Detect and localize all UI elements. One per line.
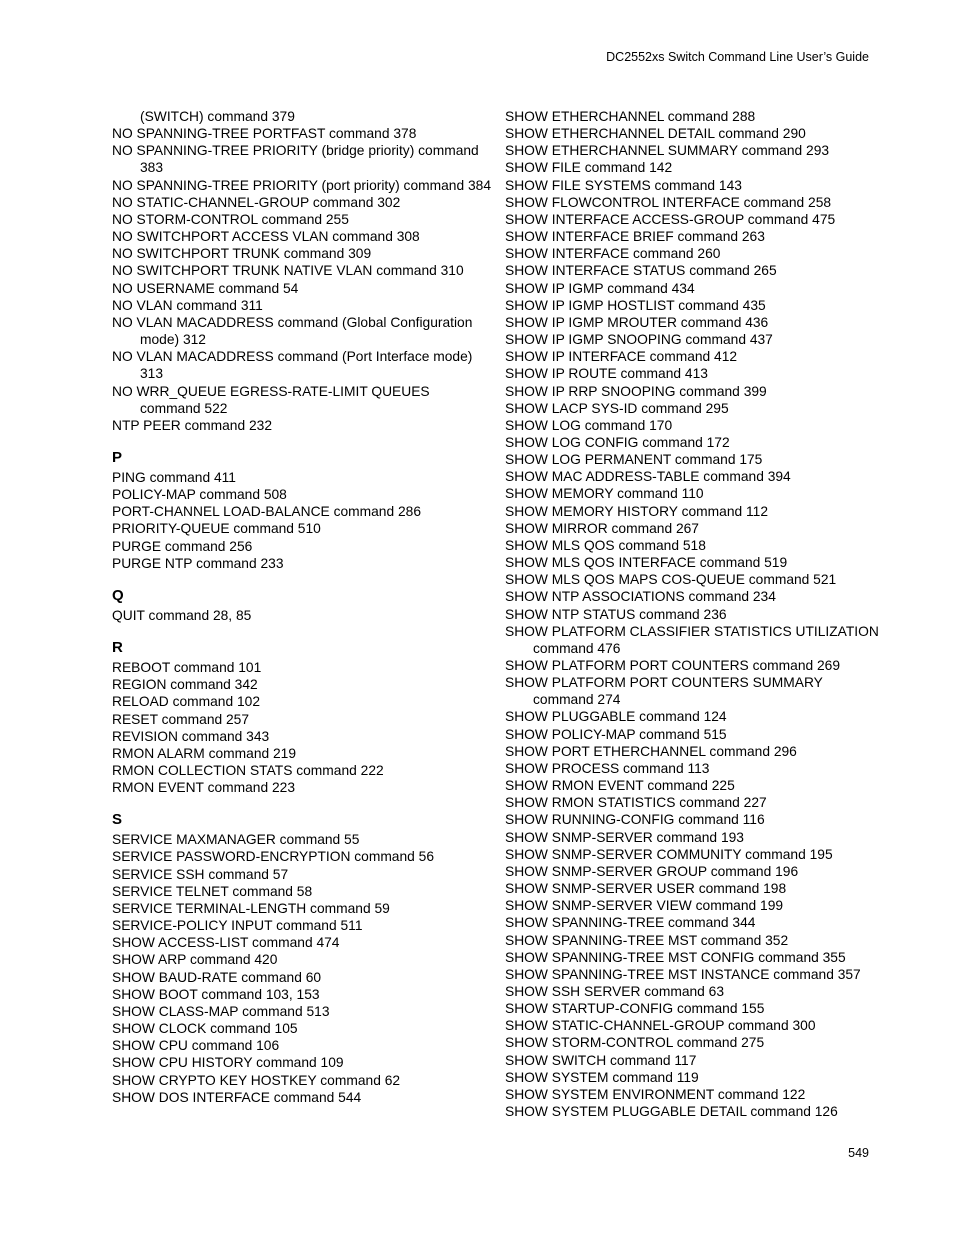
index-entry: RMON EVENT command 223 — [112, 780, 295, 796]
index-entry: SHOW SPANNING-TREE MST INSTANCE command 357 — [505, 966, 861, 982]
index-entry: SERVICE SSH command 57 — [112, 866, 289, 882]
index-entry: SHOW RMON STATISTICS command 227 — [505, 795, 767, 811]
index-entry: SHOW POLICY-MAP command 515 — [505, 726, 727, 742]
index-entry: SHOW BAUD-RATE command 60 — [112, 969, 322, 985]
index-entry: SHOW PORT ETHERCHANNEL command 296 — [505, 743, 797, 759]
index-entry-continuation: (SWITCH) command 379 — [140, 109, 295, 124]
index-entry: NO STORM-CONTROL command 255 — [112, 211, 349, 227]
index-entry: SHOW SNMP-SERVER GROUP command 196 — [505, 863, 799, 879]
running-header: DC2552xs Switch Command Line User’s Guide — [606, 50, 869, 64]
index-entry: SHOW RUNNING-CONFIG command 116 — [505, 812, 765, 828]
index-entry: SHOW SNMP-SERVER command 193 — [505, 829, 744, 845]
index-entry: SHOW MLS QOS INTERFACE command 519 — [505, 555, 788, 571]
index-entry: SERVICE PASSWORD-ENCRYPTION command 56 — [112, 849, 435, 865]
index-entry: QUIT command 28, 85 — [112, 607, 252, 623]
section-letter: P — [112, 448, 123, 466]
index-entry: NO VLAN MACADDRESS command (Global Configuration mode) 312 — [112, 314, 473, 348]
index-entry: SHOW IP INTERFACE command 412 — [505, 349, 738, 365]
index-entry: SHOW CPU command 106 — [112, 1038, 280, 1054]
index-entry: SHOW SWITCH command 117 — [505, 1052, 697, 1068]
index-entry: SHOW IP ROUTE command 413 — [505, 366, 708, 382]
index-entry: SHOW CLASS-MAP command 513 — [112, 1003, 330, 1019]
index-entry: SHOW DOS INTERFACE command 544 — [112, 1089, 362, 1105]
index-entry: NO VLAN command 311 — [112, 297, 263, 313]
index-entry: SHOW RMON EVENT command 225 — [505, 778, 735, 794]
index-entry: RELOAD command 102 — [112, 694, 260, 710]
index-entry: NO VLAN MACADDRESS command (Port Interface mode) 313 — [112, 349, 473, 382]
index-entry: SHOW PLATFORM CLASSIFIER STATISTICS UTILIZATION command 476 — [505, 623, 879, 656]
index-entry: SHOW SYSTEM PLUGGABLE DETAIL command 126 — [505, 1104, 838, 1120]
index-entry: SHOW PROCESS command 113 — [505, 760, 710, 776]
index-column-left — [112, 108, 492, 1106]
index-entry: SHOW MEMORY HISTORY command 112 — [505, 503, 768, 519]
index-entry: SERVICE TERMINAL-LENGTH command 59 — [112, 900, 390, 916]
index-entry: SHOW MLS QOS command 518 — [505, 537, 706, 553]
index-entry: SHOW STATIC-CHANNEL-GROUP command 300 — [505, 1018, 816, 1034]
index-entry: SHOW SNMP-SERVER COMMUNITY command 195 — [505, 846, 833, 862]
index-entry: SHOW PLATFORM PORT COUNTERS SUMMARY command 274 — [505, 675, 823, 708]
index-entry: REBOOT command 101 — [112, 660, 262, 676]
index-entry: NO USERNAME command 54 — [112, 280, 299, 296]
index-entry: SHOW INTERFACE ACCESS-GROUP command 475 — [505, 211, 836, 227]
index-entry: PING command 411 — [112, 469, 236, 485]
index-entry: SHOW MLS QOS MAPS COS-QUEUE command 521 — [505, 572, 837, 588]
index-entry: SHOW IP IGMP MROUTER command 436 — [505, 314, 769, 330]
index-entry: SERVICE TELNET command 58 — [112, 883, 313, 899]
index-entry: SHOW LOG PERMANENT command 175 — [505, 452, 763, 468]
index-entry: SHOW FLOWCONTROL INTERFACE command 258 — [505, 194, 832, 210]
index-entry: SHOW CLOCK command 105 — [112, 1021, 298, 1037]
index-entry: SHOW INTERFACE STATUS command 265 — [505, 263, 777, 279]
index-entry: SHOW STARTUP-CONFIG command 155 — [505, 1001, 765, 1017]
index-entry: SHOW SYSTEM command 119 — [505, 1069, 699, 1085]
index-entry: SHOW BOOT command 103, 153 — [112, 986, 320, 1002]
index-entry: NO SWITCHPORT TRUNK command 309 — [112, 246, 372, 262]
index-entry: SHOW MEMORY command 110 — [505, 486, 704, 502]
index-entry: RESET command 257 — [112, 711, 250, 727]
index-entry: SHOW NTP ASSOCIATIONS command 234 — [505, 589, 776, 605]
index-entry: PURGE command 256 — [112, 538, 253, 554]
index-entry: PORT-CHANNEL LOAD-BALANCE command 286 — [112, 504, 422, 520]
index-entry: SHOW ARP command 420 — [112, 952, 278, 968]
index-entry: SHOW MIRROR command 267 — [505, 520, 699, 536]
index-entry: SHOW SSH SERVER command 63 — [505, 983, 725, 999]
index-entry: SHOW LOG command 170 — [505, 417, 673, 433]
index-entry: PURGE NTP command 233 — [112, 555, 284, 571]
index-entry: SHOW MAC ADDRESS-TABLE command 394 — [505, 469, 791, 485]
index-entry: SHOW NTP STATUS command 236 — [505, 606, 727, 622]
index-entry: SHOW PLUGGABLE command 124 — [505, 709, 727, 725]
index-entry: POLICY-MAP command 508 — [112, 487, 287, 503]
index-entry: SHOW SPANNING-TREE command 344 — [505, 915, 756, 931]
index-entry: NO SPANNING-TREE PRIORITY (bridge priority) command 383 — [112, 143, 479, 176]
index-entry: SHOW LACP SYS-ID command 295 — [505, 400, 729, 416]
index-entry: REGION command 342 — [112, 677, 258, 693]
index-entry: SHOW LOG CONFIG command 172 — [505, 434, 730, 450]
section-letter: Q — [112, 586, 124, 604]
index-entry: SHOW STORM-CONTROL command 275 — [505, 1035, 765, 1051]
index-entry: SHOW CRYPTO KEY HOSTKEY command 62 — [112, 1072, 401, 1088]
index-entry: SHOW INTERFACE command 260 — [505, 246, 721, 262]
index-entry: SHOW IP RRP SNOOPING command 399 — [505, 383, 767, 399]
index-entry: NO STATIC-CHANNEL-GROUP command 302 — [112, 194, 401, 210]
index-entry: SHOW CPU HISTORY command 109 — [112, 1055, 344, 1071]
index-entry: RMON COLLECTION STATS command 222 — [112, 763, 384, 778]
index-entry: SHOW IP IGMP HOSTLIST command 435 — [505, 297, 766, 313]
index-entry: REVISION command 343 — [112, 728, 270, 744]
index-entry: NO SPANNING-TREE PORTFAST command 378 — [112, 126, 417, 142]
section-letter: R — [112, 639, 123, 657]
index-entry: SHOW SYSTEM ENVIRONMENT command 122 — [505, 1086, 806, 1102]
index-entry: NO SPANNING-TREE PRIORITY (port priority) command 384 — [112, 177, 491, 193]
index-entry: SHOW ETHERCHANNEL DETAIL command 290 — [505, 126, 806, 142]
index-entry: NO WRR_QUEUE EGRESS-RATE-LIMIT QUEUES command 522 — [112, 383, 430, 416]
index-entry: SHOW ACCESS-LIST command 474 — [112, 935, 340, 951]
index-entry: SHOW INTERFACE BRIEF command 263 — [505, 229, 765, 245]
index-entry: RMON ALARM command 219 — [112, 745, 297, 761]
index-entry: SERVICE MAXMANAGER command 55 — [112, 832, 360, 848]
index-entry: SHOW SPANNING-TREE MST command 352 — [505, 932, 789, 948]
index-entry: SHOW SPANNING-TREE MST CONFIG command 355 — [505, 949, 846, 965]
index-entry: NO SWITCHPORT ACCESS VLAN command 308 — [112, 229, 420, 245]
index-entry: SHOW ETHERCHANNEL SUMMARY command 293 — [505, 143, 830, 159]
index-entry: PRIORITY-QUEUE command 510 — [112, 521, 321, 537]
index-entry: SHOW SNMP-SERVER USER command 198 — [505, 881, 787, 897]
page-number: 549 — [848, 1146, 869, 1160]
index-entry: NO SWITCHPORT TRUNK NATIVE VLAN command 310 — [112, 263, 464, 279]
index-entry: SHOW FILE SYSTEMS command 143 — [505, 177, 742, 193]
section-letter: S — [112, 811, 123, 829]
index-entry: SHOW PLATFORM PORT COUNTERS command 269 — [505, 658, 841, 673]
index-entry: SERVICE-POLICY INPUT command 511 — [112, 918, 363, 934]
index-column-right — [505, 108, 885, 1120]
index-entry: SHOW SNMP-SERVER VIEW command 199 — [505, 898, 784, 914]
index-entry: SHOW IP IGMP command 434 — [505, 280, 695, 296]
index-entry: SHOW FILE command 142 — [505, 160, 673, 176]
index-entry: SHOW ETHERCHANNEL command 288 — [505, 109, 756, 124]
index-entry: SHOW IP IGMP SNOOPING command 437 — [505, 332, 773, 348]
index-entry: NTP PEER command 232 — [112, 417, 273, 433]
